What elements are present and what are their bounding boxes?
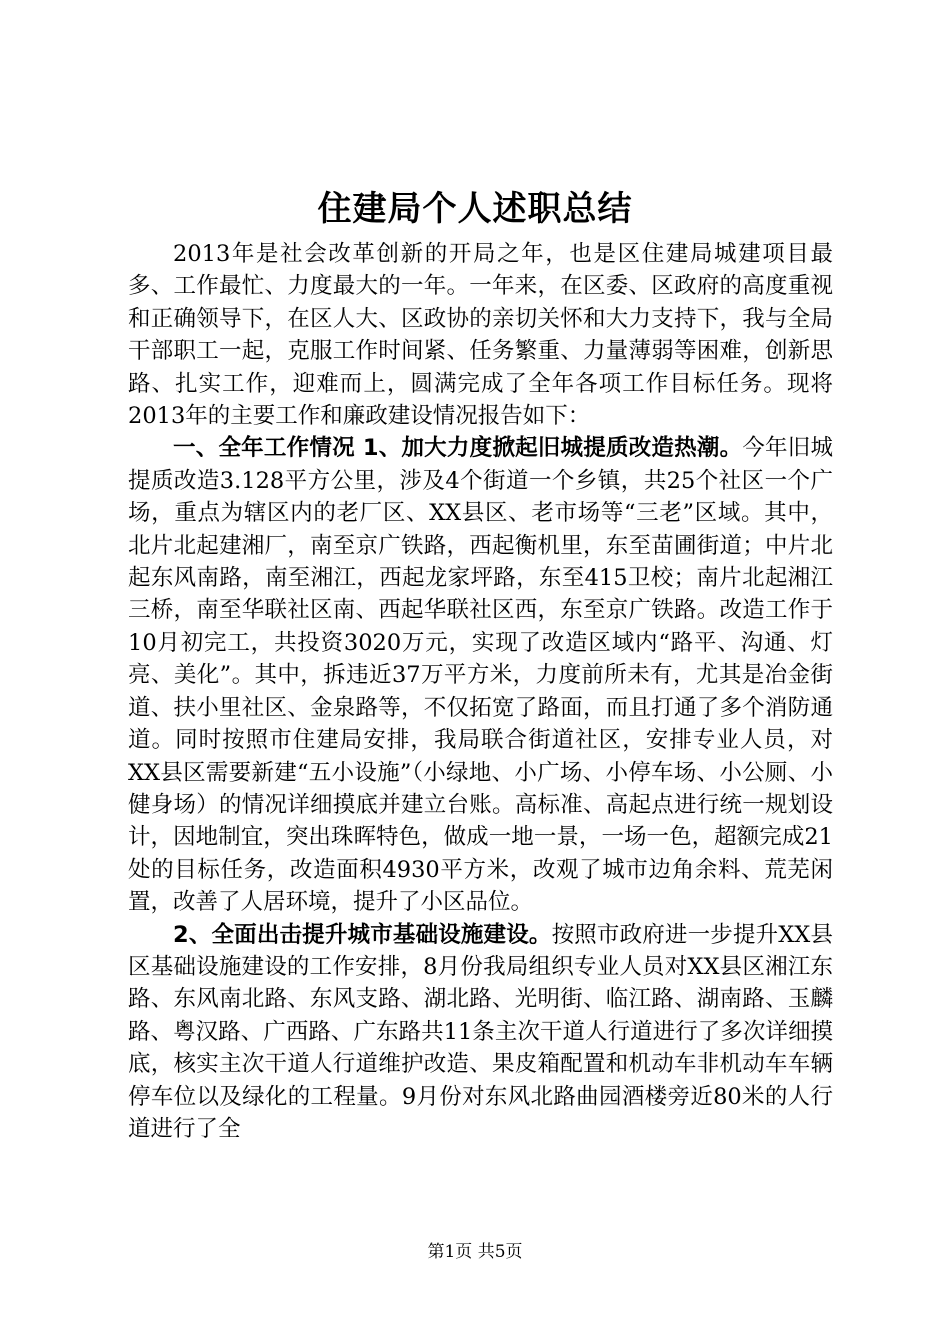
- section-2-paragraph: [128, 919, 833, 1146]
- section-2-heading: 2、全面出击提升城市基础设施建设。: [173, 921, 552, 948]
- document-title: 住建局个人述职总结: [317, 189, 633, 229]
- section-2-body: 按照市政府进一步提升XX县区基础设施建设的工作安排，8月份我局组织专业人员对XX县区湘江东路、东风南北路、东风支路、湖北路、光明街、临江路、湖南路、玉麟路、粤汉路、广西路、广东路共11条主次干道人行道进行了多次详细摸底，核实主次干道人行道维护改造、果皮箱配置和机动车非机动车车辆停车位以及绿化的工程量。9月份对东风北路曲园酒楼旁近80米的人行道进行了全: [128, 921, 833, 1142]
- section-1-body: 今年旧城提质改造3.128平方公里，涉及4个街道一个乡镇，共25个社区一个广场，重点为辖区内的老厂区、XX县区、老市场等“三老”区域。其中，北片北起建湘厂，南至京广铁路，西起衡机里，东至苗圃街道；中片北起东风南路，南至湘江，西起龙家坪路，东至415卫校；南片北起湘江三桥，南至华联社区南、西起华联社区西，东至京广铁路。改造工作于10月初完工，共投资3020万元，实现了改造区域内“路平、沟通、灯亮、美化”。其中，拆违近37万平方米，力度前所未有，尤其是冶金街道、扶小里社区、金泉路等，不仅拓宽了路面，而且打通了多个消防通道。同时按照市住建局安排，我局联合街道社区，安排专业人员，对XX县区需要新建“五小设施”（小绿地、小广场、小停车场、小公厕、小健身场）的情况详细摸底并建立台账。高标准、高起点进行统一规划设计，因地制宜，突出珠晖特色，做成一地一景，一场一色，超额完成21处的目标任务，改造面积4930平方米，改观了城市边角余料、荒芜闲置，改善了人居环境，提升了小区品位。: [128, 435, 833, 916]
- document-body: [128, 238, 833, 1145]
- intro-paragraph: 2013年是社会改革创新的开局之年，也是区住建局城建项目最多、工作最忙、力度最大的一年。一年来，在区委、区政府的高度重视和正确领导下，在区人大、区政协的亲切关怀和大力支持下，我与全局干部职工一起，克服工作时间紧、任务繁重、力量薄弱等困难，创新思路、扎实工作，迎难而上，圆满完成了全年各项工作目标任务。现将2013年的主要工作和廉政建设情况报告如下：: [128, 241, 833, 430]
- page-footer: 第1页 共5页: [427, 1242, 523, 1262]
- section-1-heading: 一、全年工作情况 1、加大力度掀起旧城提质改造热潮。: [173, 435, 743, 462]
- section-1-paragraph: [128, 432, 833, 918]
